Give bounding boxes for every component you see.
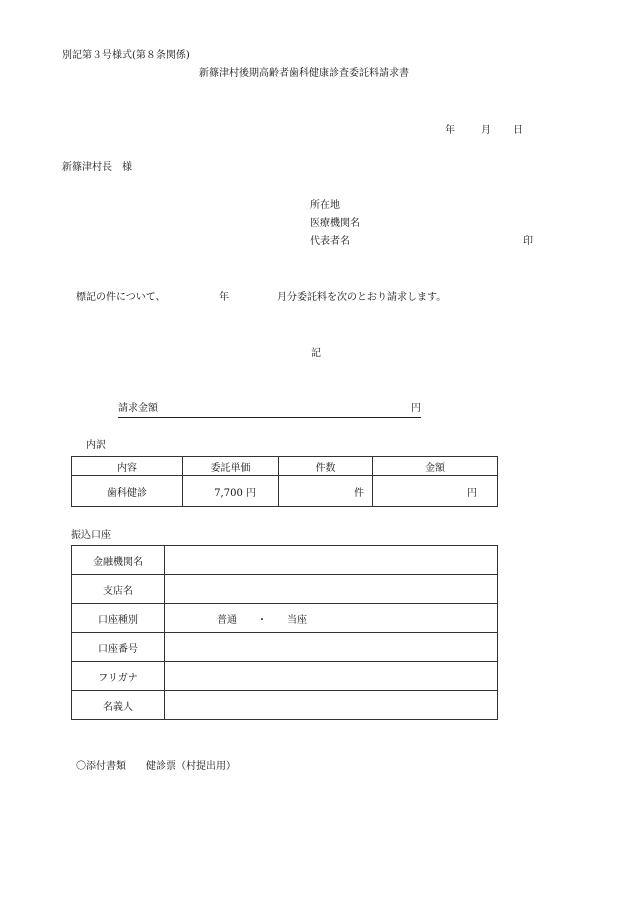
account-holder-field[interactable] — [165, 691, 498, 720]
account-number-field[interactable] — [165, 633, 498, 662]
body-text-year: 年 — [219, 292, 229, 303]
count-cell[interactable]: 件 — [279, 476, 373, 507]
body-text-prefix: 標記の件について、 — [76, 292, 166, 303]
representative-label: 代表者名 — [310, 236, 350, 247]
bank-name-field[interactable] — [165, 546, 498, 575]
attachment-note: 〇添付書類 健診票（村提出用） — [76, 761, 236, 772]
amount-cell[interactable]: 円 — [373, 476, 498, 507]
address-label: 所在地 — [310, 200, 340, 211]
header-count: 件数 — [279, 457, 373, 476]
addressee: 新篠津村長 様 — [62, 162, 132, 173]
ki-note: 記 — [311, 348, 321, 359]
account-number-label: 口座番号 — [72, 633, 165, 662]
seal-mark: 印 — [523, 236, 533, 247]
form-reference: 別記第３号様式(第８条関係) — [62, 50, 190, 61]
bank-name-label: 金融機関名 — [72, 546, 165, 575]
header-unit-price: 委託単価 — [183, 457, 279, 476]
claim-amount-label: 請求金額 — [118, 403, 158, 414]
breakdown-table — [71, 456, 498, 507]
unit-price-cell: 7,700 円 — [183, 476, 279, 507]
furigana-field[interactable] — [165, 662, 498, 691]
account-holder-label: 名義人 — [72, 691, 165, 720]
claim-amount-line — [118, 404, 421, 418]
bank-table — [71, 545, 498, 720]
date-year-label: 年 — [445, 125, 455, 136]
furigana-label: フリガナ — [72, 662, 165, 691]
breakdown-title: 内訳 — [86, 440, 106, 451]
body-text-suffix: 月分委託料を次のとおり請求します。 — [277, 292, 447, 303]
header-amount: 金額 — [373, 457, 498, 476]
header-content: 内容 — [72, 457, 183, 476]
account-type-field[interactable]: 普通 ・ 当座 — [165, 604, 498, 633]
date-day-label: 日 — [513, 125, 523, 136]
item-cell: 歯科健診 — [72, 476, 183, 507]
yen-label: 円 — [411, 403, 421, 414]
branch-label: 支店名 — [72, 575, 165, 604]
bank-title: 振込口座 — [71, 530, 111, 541]
institution-label: 医療機関名 — [310, 218, 360, 229]
date-month-label: 月 — [481, 125, 491, 136]
branch-field[interactable] — [165, 575, 498, 604]
document-title: 新篠津村後期高齢者歯科健康診査委託料請求書 — [199, 68, 409, 79]
account-type-label: 口座種別 — [72, 604, 165, 633]
